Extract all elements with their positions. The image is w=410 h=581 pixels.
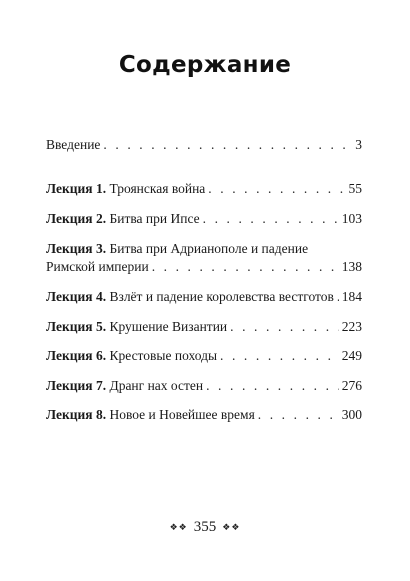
- toc-entry-title: Крестовые походы: [109, 348, 218, 363]
- toc-leader-dots: [258, 406, 339, 424]
- toc-entry-lecture-4[interactable]: [46, 288, 362, 306]
- toc-leader-dots: [103, 136, 352, 154]
- toc-page-number: 276: [341, 378, 362, 393]
- toc-page-number: 138: [341, 259, 362, 274]
- toc-page-number: 223: [341, 319, 362, 334]
- toc-entry-title-continued: Римской империи: [46, 259, 149, 274]
- toc-page-number: 300: [341, 407, 362, 422]
- toc-entry-title: Битва при Адрианополе и падение: [109, 241, 309, 256]
- toc-entry-lecture-5[interactable]: [46, 318, 362, 336]
- toc-leader-dots: [208, 180, 345, 198]
- toc-leader-dots: [230, 318, 339, 336]
- toc-entry-title: Дранг нах остен: [109, 378, 204, 393]
- page-footer: [0, 519, 410, 536]
- toc-entry-number: Лекция 2.: [46, 211, 107, 226]
- toc-leader-dots: [337, 288, 339, 306]
- toc-entry-number: Лекция 8.: [46, 407, 107, 422]
- toc-leader-dots: [203, 210, 339, 228]
- toc-entry-lecture-2[interactable]: [46, 210, 362, 228]
- toc-entry-title: Новое и Новейшее время: [109, 407, 255, 422]
- toc-entry-number: Лекция 3.: [46, 241, 107, 256]
- toc-page-number: 249: [341, 348, 362, 363]
- toc-page-number: 55: [348, 181, 362, 196]
- toc-entry-number: Лекция 5.: [46, 319, 107, 334]
- toc-leader-dots: [152, 258, 339, 276]
- page-title: Содержание: [118, 52, 292, 78]
- toc-page-number: 103: [341, 211, 362, 226]
- toc-entry-number: Лекция 1.: [46, 181, 107, 196]
- toc-entry-introduction[interactable]: [46, 136, 362, 154]
- toc-leader-dots: [220, 347, 339, 365]
- toc-leader-dots: [206, 377, 339, 395]
- toc-entry-title: Троянская война: [109, 181, 206, 196]
- page-number: 355: [193, 519, 217, 535]
- toc-page-number: 184: [341, 289, 362, 304]
- toc-entry-lecture-7[interactable]: [46, 377, 362, 395]
- toc-entry-title: Крушение Византии: [109, 319, 228, 334]
- toc-page-number: 3: [355, 137, 362, 152]
- ornament-right-icon: ❖❖: [222, 522, 241, 532]
- toc-entry-title: Введение: [46, 137, 101, 152]
- toc-entry-lecture-3[interactable]: [46, 240, 362, 276]
- ornament-left-icon: ❖❖: [169, 522, 188, 532]
- toc-entry-number: Лекция 4.: [46, 289, 107, 304]
- toc-entry-lecture-8[interactable]: [46, 406, 362, 424]
- toc-entry-lecture-6[interactable]: [46, 347, 362, 365]
- toc-entry-number: Лекция 7.: [46, 378, 107, 393]
- toc-entry-title: Битва при Ипсе: [109, 211, 200, 226]
- toc-entry-title: Взлёт и падение королевства вестготов: [109, 289, 334, 304]
- toc-entry-lecture-1[interactable]: [46, 180, 362, 198]
- toc-entry-number: Лекция 6.: [46, 348, 107, 363]
